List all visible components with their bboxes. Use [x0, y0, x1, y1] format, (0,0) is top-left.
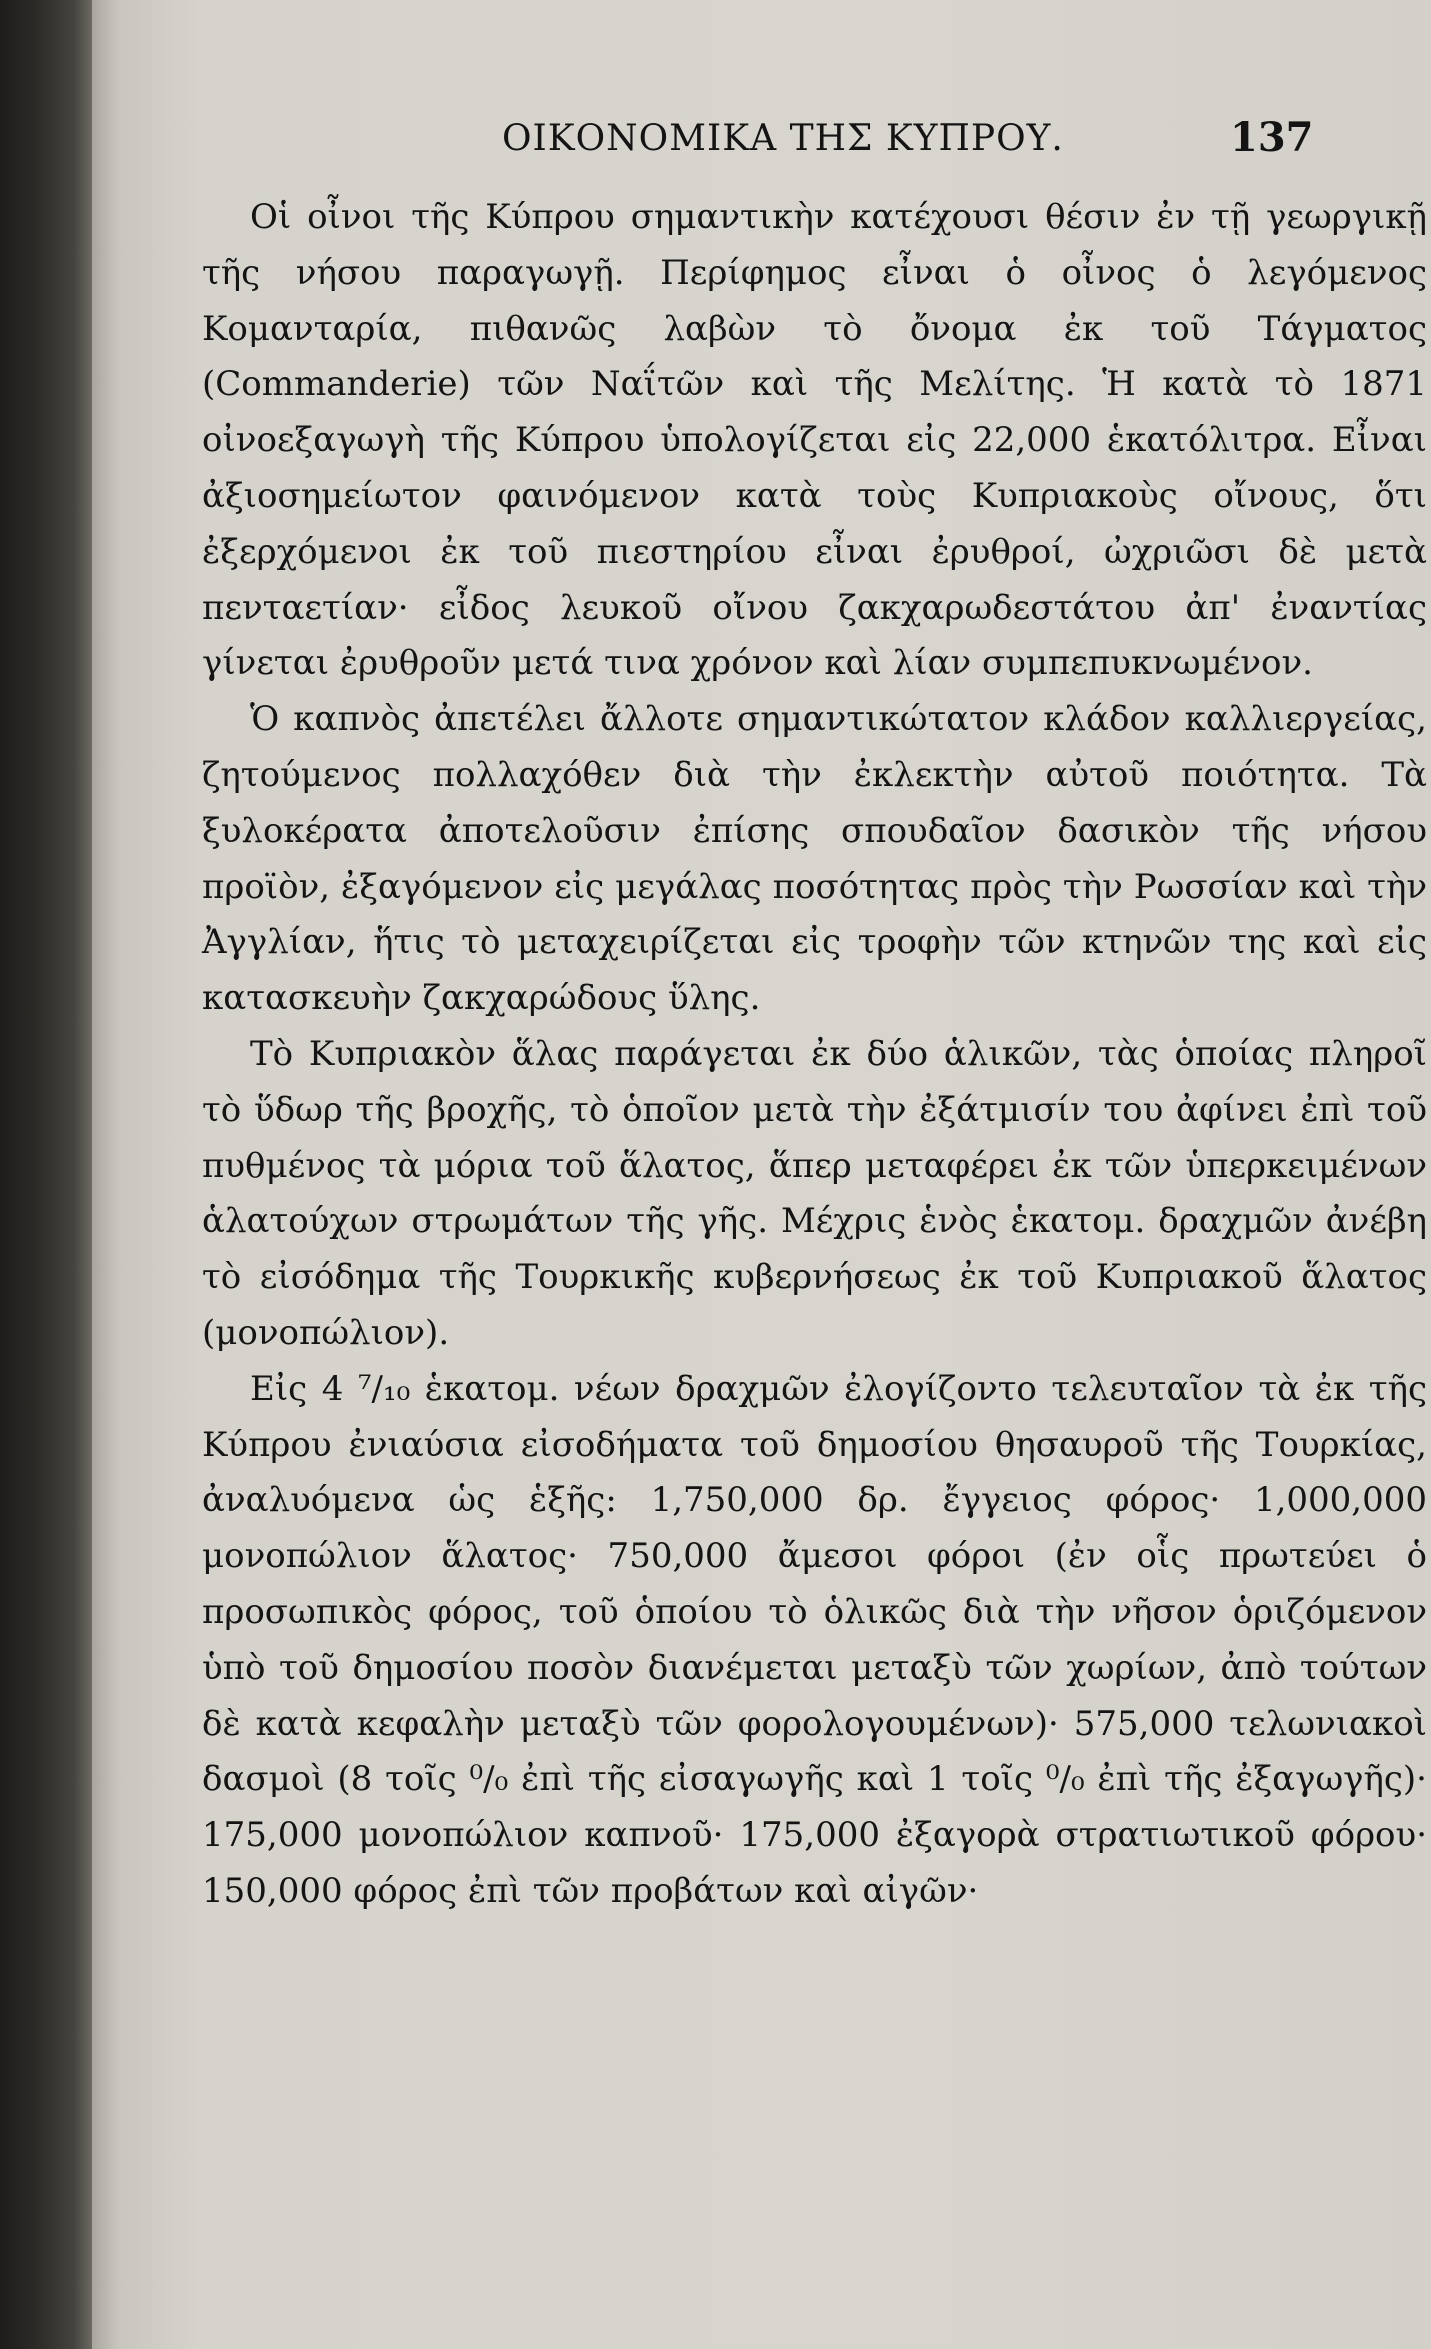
paragraph-salt: Τὸ Κυπριακὸν ἅλας παράγεται ἐκ δύο ἁλικῶν, τὰς ὁποίας πληροῖ τὸ ὕδωρ τῆς βροχῆς, τὸ ὁποῖον μετὰ τὴν ἐξάτμισίν του ἀφίνει ἐπὶ τοῦ πυθμένος τὰ μόρια τοῦ ἅλατος, ἅπερ μεταφέρει ἐκ τῶν ὑπερκειμένων ἁλατούχων στρωμάτων τῆς γῆς. Μέχρις ἑνὸς ἑκατομ. δραχμῶν ἀνέβη τὸ εἰσόδημα τῆς Τουρκικῆς κυβερνήσεως ἐκ τοῦ Κυπριακοῦ ἅλατος (μονοπώλιον). — [202, 1033, 1427, 1353]
running-title: ΟΙΚΟΝΟΜΙΚΑ ΤΗΣ ΚΥΠΡΟΥ. — [502, 118, 1064, 159]
book-page — [92, 0, 1431, 2349]
page-number: 137 — [1230, 114, 1314, 161]
paragraph-tobacco: Ὁ καπνὸς ἀπετέλει ἄλλοτε σημαντικώτατον κλάδον καλλιεργείας, ζητούμενος πολλαχόθεν διὰ τὴν ἐκλεκτὴν αὐτοῦ ποιότητα. Τὰ ξυλοκέρατα ἀποτελοῦσιν ἐπίσης σπουδαῖον δασικὸν τῆς νήσου προϊὸν, ἐξαγόμενον εἰς μεγάλας ποσότητας πρὸς τὴν Ρωσσίαν καὶ τὴν Ἀγγλίαν, ἥτις τὸ μεταχειρίζεται εἰς τροφὴν τῶν κτηνῶν της καὶ εἰς κατασκευὴν ζακχαρώδους ὕλης. — [202, 699, 1427, 1019]
book-spine-shadow — [0, 0, 92, 2349]
body-text — [202, 190, 1427, 1920]
paragraph-wine: Οἱ οἶνοι τῆς Κύπρου σημαντικὴν κατέχουσι θέσιν ἐν τῇ γεωργικῇ τῆς νήσου παραγωγῇ. Περίφημος εἶναι ὁ οἶνος ὁ λεγόμενος Κομανταρία, πιθανῶς λαβὼν τὸ ὄνομα ἐκ τοῦ Τάγματος (Commanderie) τῶν Ναΐτῶν καὶ τῆς Μελίτης. Ἡ κατὰ τὸ 1871 οἰνοεξαγωγὴ τῆς Κύπρου ὑπολογίζεται εἰς 22,000 ἑκατόλιτρα. Εἶναι ἀξιοσημείωτον φαινόμενον κατὰ τοὺς Κυπριακοὺς οἴνους, ὅτι ἐξερχόμενοι ἐκ τοῦ πιεστηρίου εἶναι ἐρυθροί, ὠχριῶσι δὲ μετὰ πενταετίαν· εἶδος λευκοῦ οἴνου ζακχαρωδεστάτου ἀπ' ἐναντίας γίνεται ἐρυθροῦν μετά τινα χρόνον καὶ λίαν συμπεπυκνωμένον. — [202, 197, 1427, 684]
page-header — [92, 114, 1431, 168]
paragraph-revenues: Εἰς 4 ⁷/₁₀ ἑκατομ. νέων δραχμῶν ἐλογίζοντο τελευταῖον τὰ ἐκ τῆς Κύπρου ἐνιαύσια εἰσοδήματα τοῦ δημοσίου θησαυροῦ τῆς Τουρκίας, ἀναλυόμενα ὡς ἑξῆς: 1,750,000 δρ. ἔγγειος φόρος· 1,000,000 μονοπώλιον ἅλατος· 750,000 ἄμεσοι φόροι (ἐν οἷς πρωτεύει ὁ προσωπικὸς φόρος, τοῦ ὁποίου τὸ ὁλικῶς διὰ τὴν νῆσον ὁριζόμενον ὑπὸ τοῦ δημοσίου ποσὸν διανέμεται μεταξὺ τῶν χωρίων, ἀπὸ τούτων δὲ κατὰ κεφαλὴν μεταξὺ τῶν φορολογουμένων)· 575,000 τελωνιακοὶ δασμοὶ (8 τοῖς ⁰/₀ ἐπὶ τῆς εἰσαγωγῆς καὶ 1 τοῖς ⁰/₀ ἐπὶ τῆς ἐξαγωγῆς)· 175,000 μονοπώλιον καπνοῦ· 175,000 ἐξαγορὰ στρατιωτικοῦ φόρου· 150,000 φόρος ἐπὶ τῶν προβάτων καὶ αἰγῶν· — [202, 1368, 1427, 1911]
